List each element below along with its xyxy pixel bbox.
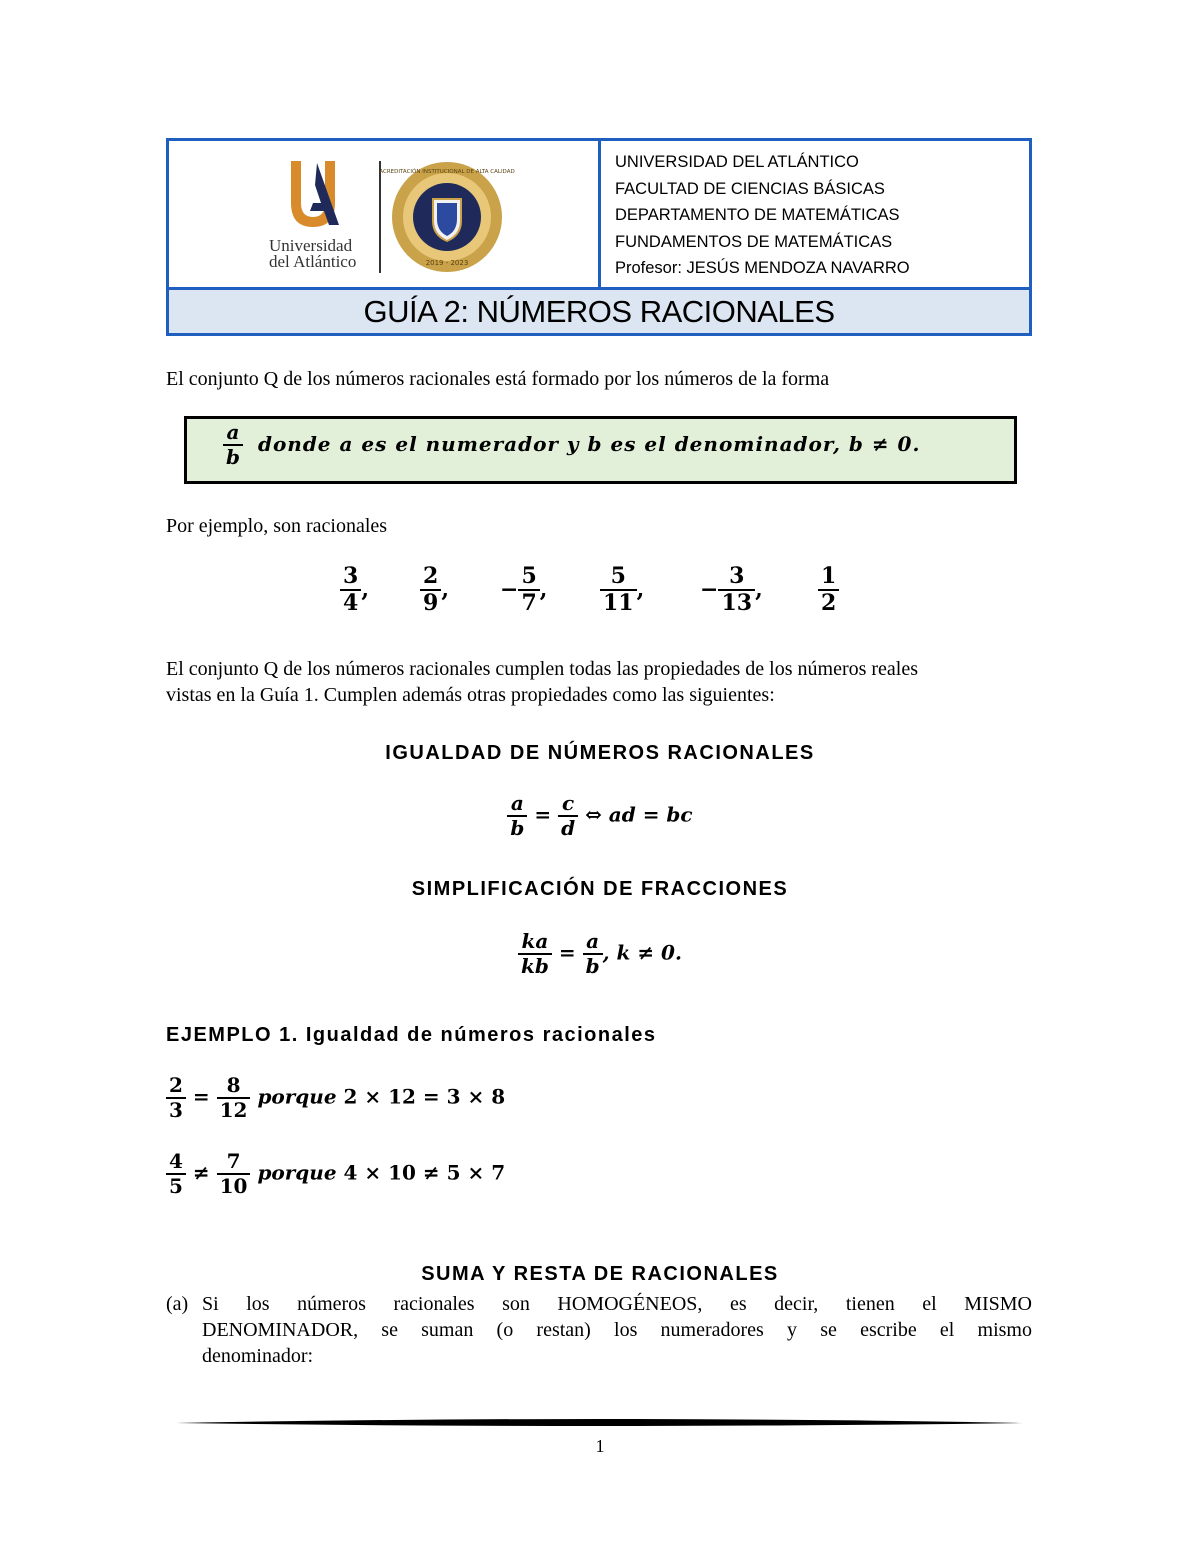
equality-heading: IGUALDAD DE NÚMEROS RACIONALES	[385, 742, 815, 764]
guide-title: GUÍA 2: NÚMEROS RACIONALES	[169, 287, 1029, 333]
faculty-name: FACULTAD DE CIENCIAS BÁSICAS	[615, 179, 885, 198]
simplification-formula: $\frac{ka}{kb}$ = $\frac{a}{b}$ , k ≠ 0.	[0, 930, 1200, 978]
sum-heading: SUMA Y RESTA DE RACIONALES	[421, 1263, 779, 1285]
logo-cell	[169, 141, 601, 287]
definition-box	[184, 416, 1017, 484]
example-item: $\frac{2}{9}$ ,	[420, 564, 500, 617]
sum-item-label: (a)	[166, 1293, 189, 1315]
example-item: − $\frac{3}{13}$ ,	[700, 563, 763, 617]
footer-rule	[176, 1416, 1024, 1430]
department-name: DEPARTAMENTO DE MATEMÁTICAS	[615, 206, 900, 224]
header-info	[601, 141, 1029, 287]
svg-text:2019 - 2023: 2019 - 2023	[425, 259, 469, 267]
logo-divider	[379, 161, 381, 273]
simplification-heading: SIMPLIFICACIÓN DE FRACCIONES	[411, 878, 789, 900]
example-item: $\frac{1}{2}$	[818, 564, 839, 617]
example1-heading: EJEMPLO 1. Igualdad de números racionales	[166, 1024, 657, 1046]
header-box	[166, 138, 1032, 336]
university-name: UNIVERSIDAD DEL ATLÁNTICO	[615, 153, 859, 171]
course-name: FUNDAMENTOS DE MATEMÁTICAS	[615, 232, 893, 251]
intro-text: El conjunto Q de los números racionales está formado por los números de la forma	[166, 368, 830, 390]
example-fractions	[340, 564, 839, 617]
sum-item-text: Si los números racionales son HOMOGÉNEOS, es decir, tienen el MISMO DENOMINADOR, se suman (o restan) los numeradores y se escribe el mismo denominador:	[202, 1293, 1032, 1367]
example-item: $\frac{3}{4}$ ,	[340, 564, 400, 617]
example-item: − $\frac{5}{7}$ ,	[500, 563, 548, 617]
university-logo	[269, 155, 379, 275]
professor-name: Profesor: JESÚS MENDOZA NAVARRO	[615, 259, 910, 277]
example1-line-1: $\frac{2}{3}$ = $\frac{8}{12}$ porque 2 × 12 = 3 × 8	[166, 1074, 505, 1122]
example1-line-2: $\frac{4}{5}$ ≠ $\frac{7}{10}$ porque 4 × 10 ≠ 5 × 7	[166, 1150, 505, 1198]
accreditation-seal	[379, 161, 515, 273]
svg-text:Universidad: Universidad	[269, 236, 353, 255]
svg-text:del Atlántico: del Atlántico	[269, 252, 357, 271]
page-number: 1	[595, 1436, 605, 1456]
equality-formula: $\frac{a}{b}$ = $\frac{c}{d}$ ⇔ ad = bc	[0, 792, 1200, 840]
svg-text:ACREDITACIÓN INSTITUCIONAL DE: ACREDITACIÓN INSTITUCIONAL DE ALTA CALIDAD	[379, 169, 515, 175]
properties-paragraph: El conjunto Q de los números racionales cumplen todas las propiedades de los números reales vistas en la Guía 1. Cumplen además otras propiedades como las siguientes:	[166, 658, 919, 706]
example-intro: Por ejemplo, son racionales	[166, 515, 388, 537]
definition-text: donde a es el numerador y b es el denominador, b ≠ 0.	[257, 431, 921, 456]
example-item: $\frac{5}{11}$ ,	[600, 564, 700, 617]
definition-fraction: $\frac{a}{b}$	[223, 421, 243, 469]
